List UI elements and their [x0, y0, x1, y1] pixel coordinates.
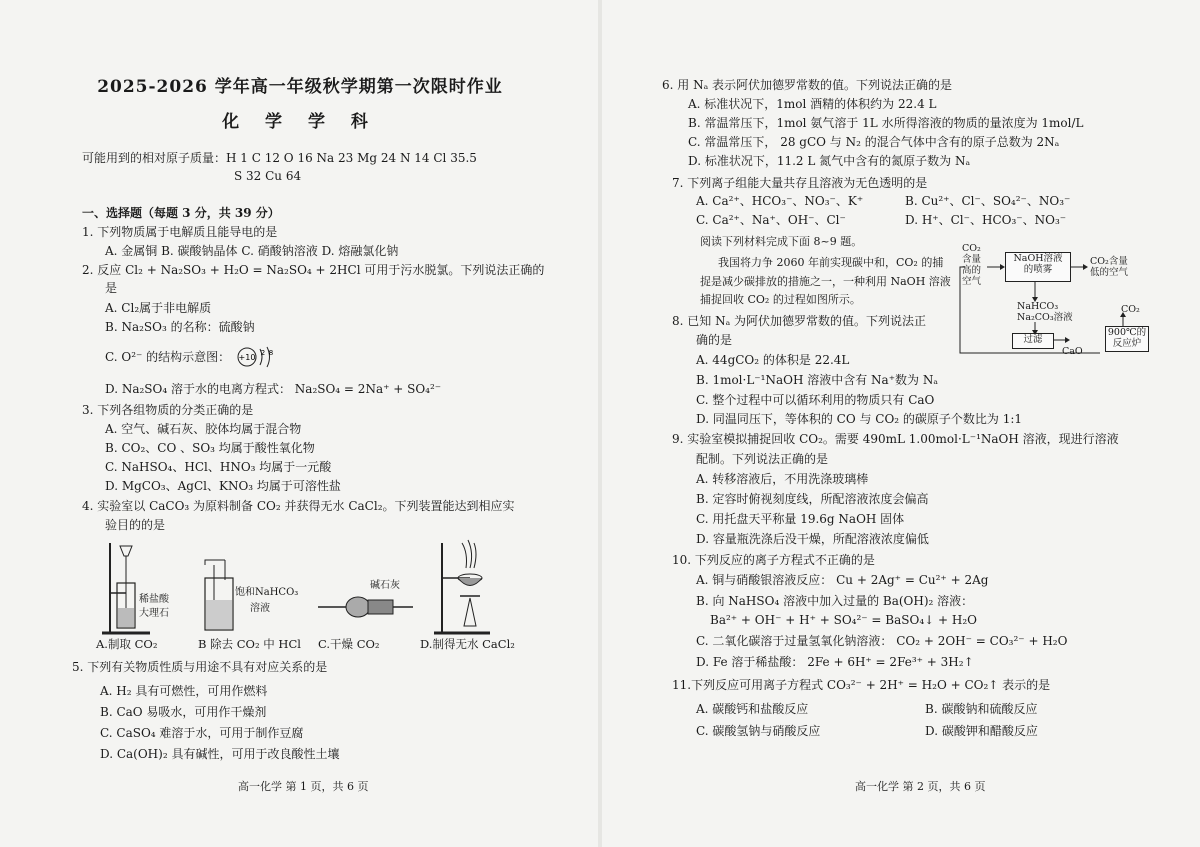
- q7-option-b: B. Cu²⁺、Cl⁻、SO₄²⁻、NO₃⁻: [905, 194, 1071, 208]
- flow-furnace: [1105, 326, 1149, 352]
- label-dilute-hcl: 稀盐酸: [139, 594, 169, 605]
- q7-option-a: A. Ca²⁺、HCO₃⁻、NO₃⁻、K⁺: [696, 194, 864, 208]
- shell-1-count: 2: [260, 349, 266, 357]
- q8-option-d: D. 同温同压下，等体积的 CO 与 CO₂ 的碳原子个数比为 1:1: [696, 412, 1023, 426]
- q2-stem: 2. 反应 Cl₂ + Na₂SO₃ + H₂O = Na₂SO₄ + 2HCl 可用于污水脱氯。下列说法正确的: [82, 263, 545, 277]
- nucleus-charge: +10: [238, 353, 256, 362]
- q5-option-c: C. CaSO₄ 难溶于水，可用于制作豆腐: [100, 726, 304, 740]
- exam-subject: 化 学 学 科: [222, 112, 378, 132]
- exam-title: 2025-2026 学年高一年级秋学期第一次限时作业: [97, 77, 503, 97]
- page-footer-2: 高一化学 第 2 页，共 6 页: [855, 780, 986, 793]
- q8-option-b: B. 1mol·L⁻¹NaOH 溶液中含有 Na⁺数为 Nₐ: [696, 373, 938, 387]
- label-soda-lime: 碱石灰: [370, 580, 400, 591]
- label-solution: 溶液: [250, 603, 270, 614]
- apparatus-a-co2-generator: [100, 538, 170, 638]
- flow-naoh-spray-label-1: NaOH溶液: [1013, 253, 1063, 264]
- section-heading: 一、选择题（每题 3 分，共 39 分）: [82, 206, 280, 220]
- q2-option-d: D. Na₂SO₄ 溶于水的电离方程式： Na₂SO₄ = 2Na⁺ + SO₄²⁻: [105, 382, 442, 396]
- q3-option-c: C. NaHSO₄、HCl、HNO₃ 均属于一元酸: [105, 460, 332, 474]
- q10-option-d: D. Fe 溶于稀盐酸： 2Fe + 6H⁺ = 2Fe³⁺ + 3H₂↑: [696, 655, 974, 669]
- oxide-ion-structure-diagram: [236, 342, 276, 372]
- flow-nahco3: NaHCO₃: [1017, 301, 1059, 312]
- q7-option-d: D. H⁺、Cl⁻、HCO₃⁻、NO₃⁻: [905, 213, 1067, 227]
- q5-option-a: A. H₂ 具有可燃性，可用作燃料: [100, 684, 268, 698]
- page-footer-1: 高一化学 第 1 页，共 6 页: [238, 780, 369, 793]
- flow-input-high: 高的: [962, 265, 982, 276]
- flow-co2-out: CO₂: [1121, 304, 1140, 315]
- q6-stem: 6. 用 Nₐ 表示阿伏加德罗常数的值。下列说法正确的是: [662, 78, 953, 92]
- q9-option-c: C. 用托盘天平称量 19.6g NaOH 固体: [696, 512, 905, 526]
- q10-option-b: B. 向 NaHSO₄ 溶液中加入过量的 Ba(OH)₂ 溶液：: [696, 594, 974, 608]
- q2-option-c: C. O²⁻ 的结构示意图：: [105, 350, 231, 364]
- flow-output-low-air: 低的空气: [1090, 267, 1129, 278]
- flow-naoh-spray-label-2: 的喷雾: [1023, 264, 1053, 275]
- caption-apparatus-c: C.干燥 CO₂: [318, 637, 380, 651]
- material-line-1: 我国将力争 2060 年前实现碳中和，CO₂ 的捕: [718, 256, 944, 269]
- q2-stem-cont: 是: [105, 281, 118, 295]
- q6-option-b: B. 常温常压下，1mol 氨气溶于 1L 水所得溶液的物质的量浓度为 1mol/L: [688, 116, 1084, 130]
- flow-cao: CaO: [1062, 346, 1083, 357]
- q11-option-c: C. 碳酸氢钠与硝酸反应: [696, 724, 821, 738]
- q7-stem: 7. 下列离子组能大量共存且溶液为无色透明的是: [672, 176, 928, 190]
- flow-na2co3-solution: Na₂CO₃溶液: [1017, 312, 1073, 323]
- q5-option-d: D. Ca(OH)₂ 具有碱性，可用于改良酸性土壤: [100, 747, 340, 761]
- flow-input-air: 空气: [962, 276, 982, 287]
- q11-option-a: A. 碳酸钙和盐酸反应: [696, 702, 809, 716]
- flow-furnace-label-2: 反应炉: [1112, 338, 1142, 349]
- atomic-masses-line-2: S 32 Cu 64: [234, 169, 302, 183]
- q2-option-a: A. Cl₂属于非电解质: [105, 301, 212, 315]
- label-saturated-nahco3: 饱和NaHCO₃: [235, 587, 299, 598]
- q3-option-b: B. CO₂、CO 、SO₃ 均属于酸性氧化物: [105, 441, 315, 455]
- q1-stem: 1. 下列物质属于电解质且能导电的是: [82, 225, 278, 239]
- q8-stem: 8. 已知 Nₐ 为阿伏加德罗常数的值。下列说法正: [672, 314, 927, 328]
- q9-option-a: A. 转移溶液后，不用洗涤玻璃棒: [696, 472, 869, 486]
- q9-stem-cont: 配制。下列说法正确的是: [696, 452, 829, 466]
- q10-stem: 10. 下列反应的离子方程式不正确的是: [672, 553, 875, 567]
- material-line-3: 捕捉回收 CO₂ 的过程如图所示。: [700, 293, 861, 306]
- flow-input-content: 含量: [962, 254, 982, 265]
- q3-stem: 3. 下列各组物质的分类正确的是: [82, 403, 254, 417]
- q4-stem: 4. 实验室以 CaCO₃ 为原料制备 CO₂ 并获得无水 CaCl₂。下列装置能达到相应实: [82, 499, 515, 513]
- flow-output-co2-content: CO₂含量: [1090, 256, 1128, 267]
- q11-option-d: D. 碳酸钾和醋酸反应: [925, 724, 1038, 738]
- flow-naoh-spray: [1005, 252, 1071, 282]
- q6-option-c: C. 常温常压下， 28 gCO 与 N₂ 的混合气体中含有的原子总数为 2Nₐ: [688, 135, 1060, 149]
- q11-option-b: B. 碳酸钠和硫酸反应: [925, 702, 1038, 716]
- q4-stem-cont: 验目的的是: [105, 518, 166, 532]
- right-page: [600, 0, 1200, 847]
- q11-stem: 11.下列反应可用离子方程式 CO₃²⁻ + 2H⁺ = H₂O + CO₂↑ 表示的是: [672, 678, 1051, 692]
- caption-apparatus-a: A.制取 CO₂: [96, 637, 158, 651]
- q5-stem: 5. 下列有关物质性质与用途不具有对应关系的是: [72, 660, 328, 674]
- q9-stem: 9. 实验室模拟捕捉回收 CO₂。需要 490mL 1.00mol·L⁻¹NaOH 溶液，现进行溶液: [672, 432, 1119, 446]
- q8-stem-cont: 确的是: [696, 333, 733, 347]
- caption-apparatus-d: D.制得无水 CaCl₂: [420, 637, 515, 651]
- q10-option-b-equation: Ba²⁺ + OH⁻ + H⁺ + SO₄²⁻ = BaSO₄↓ + H₂O: [710, 613, 977, 627]
- flow-furnace-label-1: 900℃的: [1107, 327, 1147, 338]
- q10-option-a: A. 铜与硝酸银溶液反应： Cu + 2Ag⁺ = Cu²⁺ + 2Ag: [696, 573, 989, 587]
- q3-option-a: A. 空气、碱石灰、胶体均属于混合物: [105, 422, 302, 436]
- apparatus-d-evaporation: [430, 538, 510, 638]
- material-line-2: 捉是减少碳排放的措施之一，一种利用 NaOH 溶液: [700, 275, 951, 288]
- q6-option-d: D. 标准状况下，11.2 L 氮气中含有的氮原子数为 Nₐ: [688, 154, 971, 168]
- caption-apparatus-b: B 除去 CO₂ 中 HCl: [198, 637, 301, 651]
- q1-options: A. 金属铜 B. 碳酸钠晶体 C. 硝酸钠溶液 D. 熔融氯化钠: [105, 244, 399, 258]
- q9-option-b: B. 定容时俯视刻度线，所配溶液浓度会偏高: [696, 492, 929, 506]
- label-marble: 大理石: [139, 608, 169, 619]
- apparatus-b-wash-bottle: [200, 560, 240, 635]
- apparatus-c-drying-tube: [318, 592, 413, 622]
- q7-option-c: C. Ca²⁺、Na⁺、OH⁻、Cl⁻: [696, 213, 846, 227]
- shell-2-count: 8: [268, 349, 274, 357]
- flow-filter-step: 过滤: [1012, 333, 1054, 349]
- q10-option-c: C. 二氧化碳溶于过量氢氧化钠溶液： CO₂ + 2OH⁻ = CO₃²⁻ + H₂O: [696, 634, 1068, 648]
- q9-option-d: D. 容量瓶洗涤后没干燥，所配溶液浓度偏低: [696, 532, 929, 546]
- q8-option-c: C. 整个过程中可以循环利用的物质只有 CaO: [696, 393, 935, 407]
- q6-option-a: A. 标准状况下，1mol 酒精的体积约为 22.4 L: [688, 97, 937, 111]
- flow-input-co2: CO₂: [962, 243, 981, 254]
- q3-option-d: D. MgCO₃、AgCl、KNO₃ 均属于可溶性盐: [105, 479, 341, 493]
- q5-option-b: B. CaO 易吸水，可用作干燥剂: [100, 705, 267, 719]
- q2-option-b: B. Na₂SO₃ 的名称：硫酸钠: [105, 320, 255, 334]
- q8-option-a: A. 44gCO₂ 的体积是 22.4L: [696, 353, 850, 367]
- material-intro: 阅读下列材料完成下面 8~9 题。: [700, 235, 863, 248]
- atomic-masses-line-1: 可能用到的相对原子质量：H 1 C 12 O 16 Na 23 Mg 24 N 14 Cl 35.5: [82, 151, 477, 165]
